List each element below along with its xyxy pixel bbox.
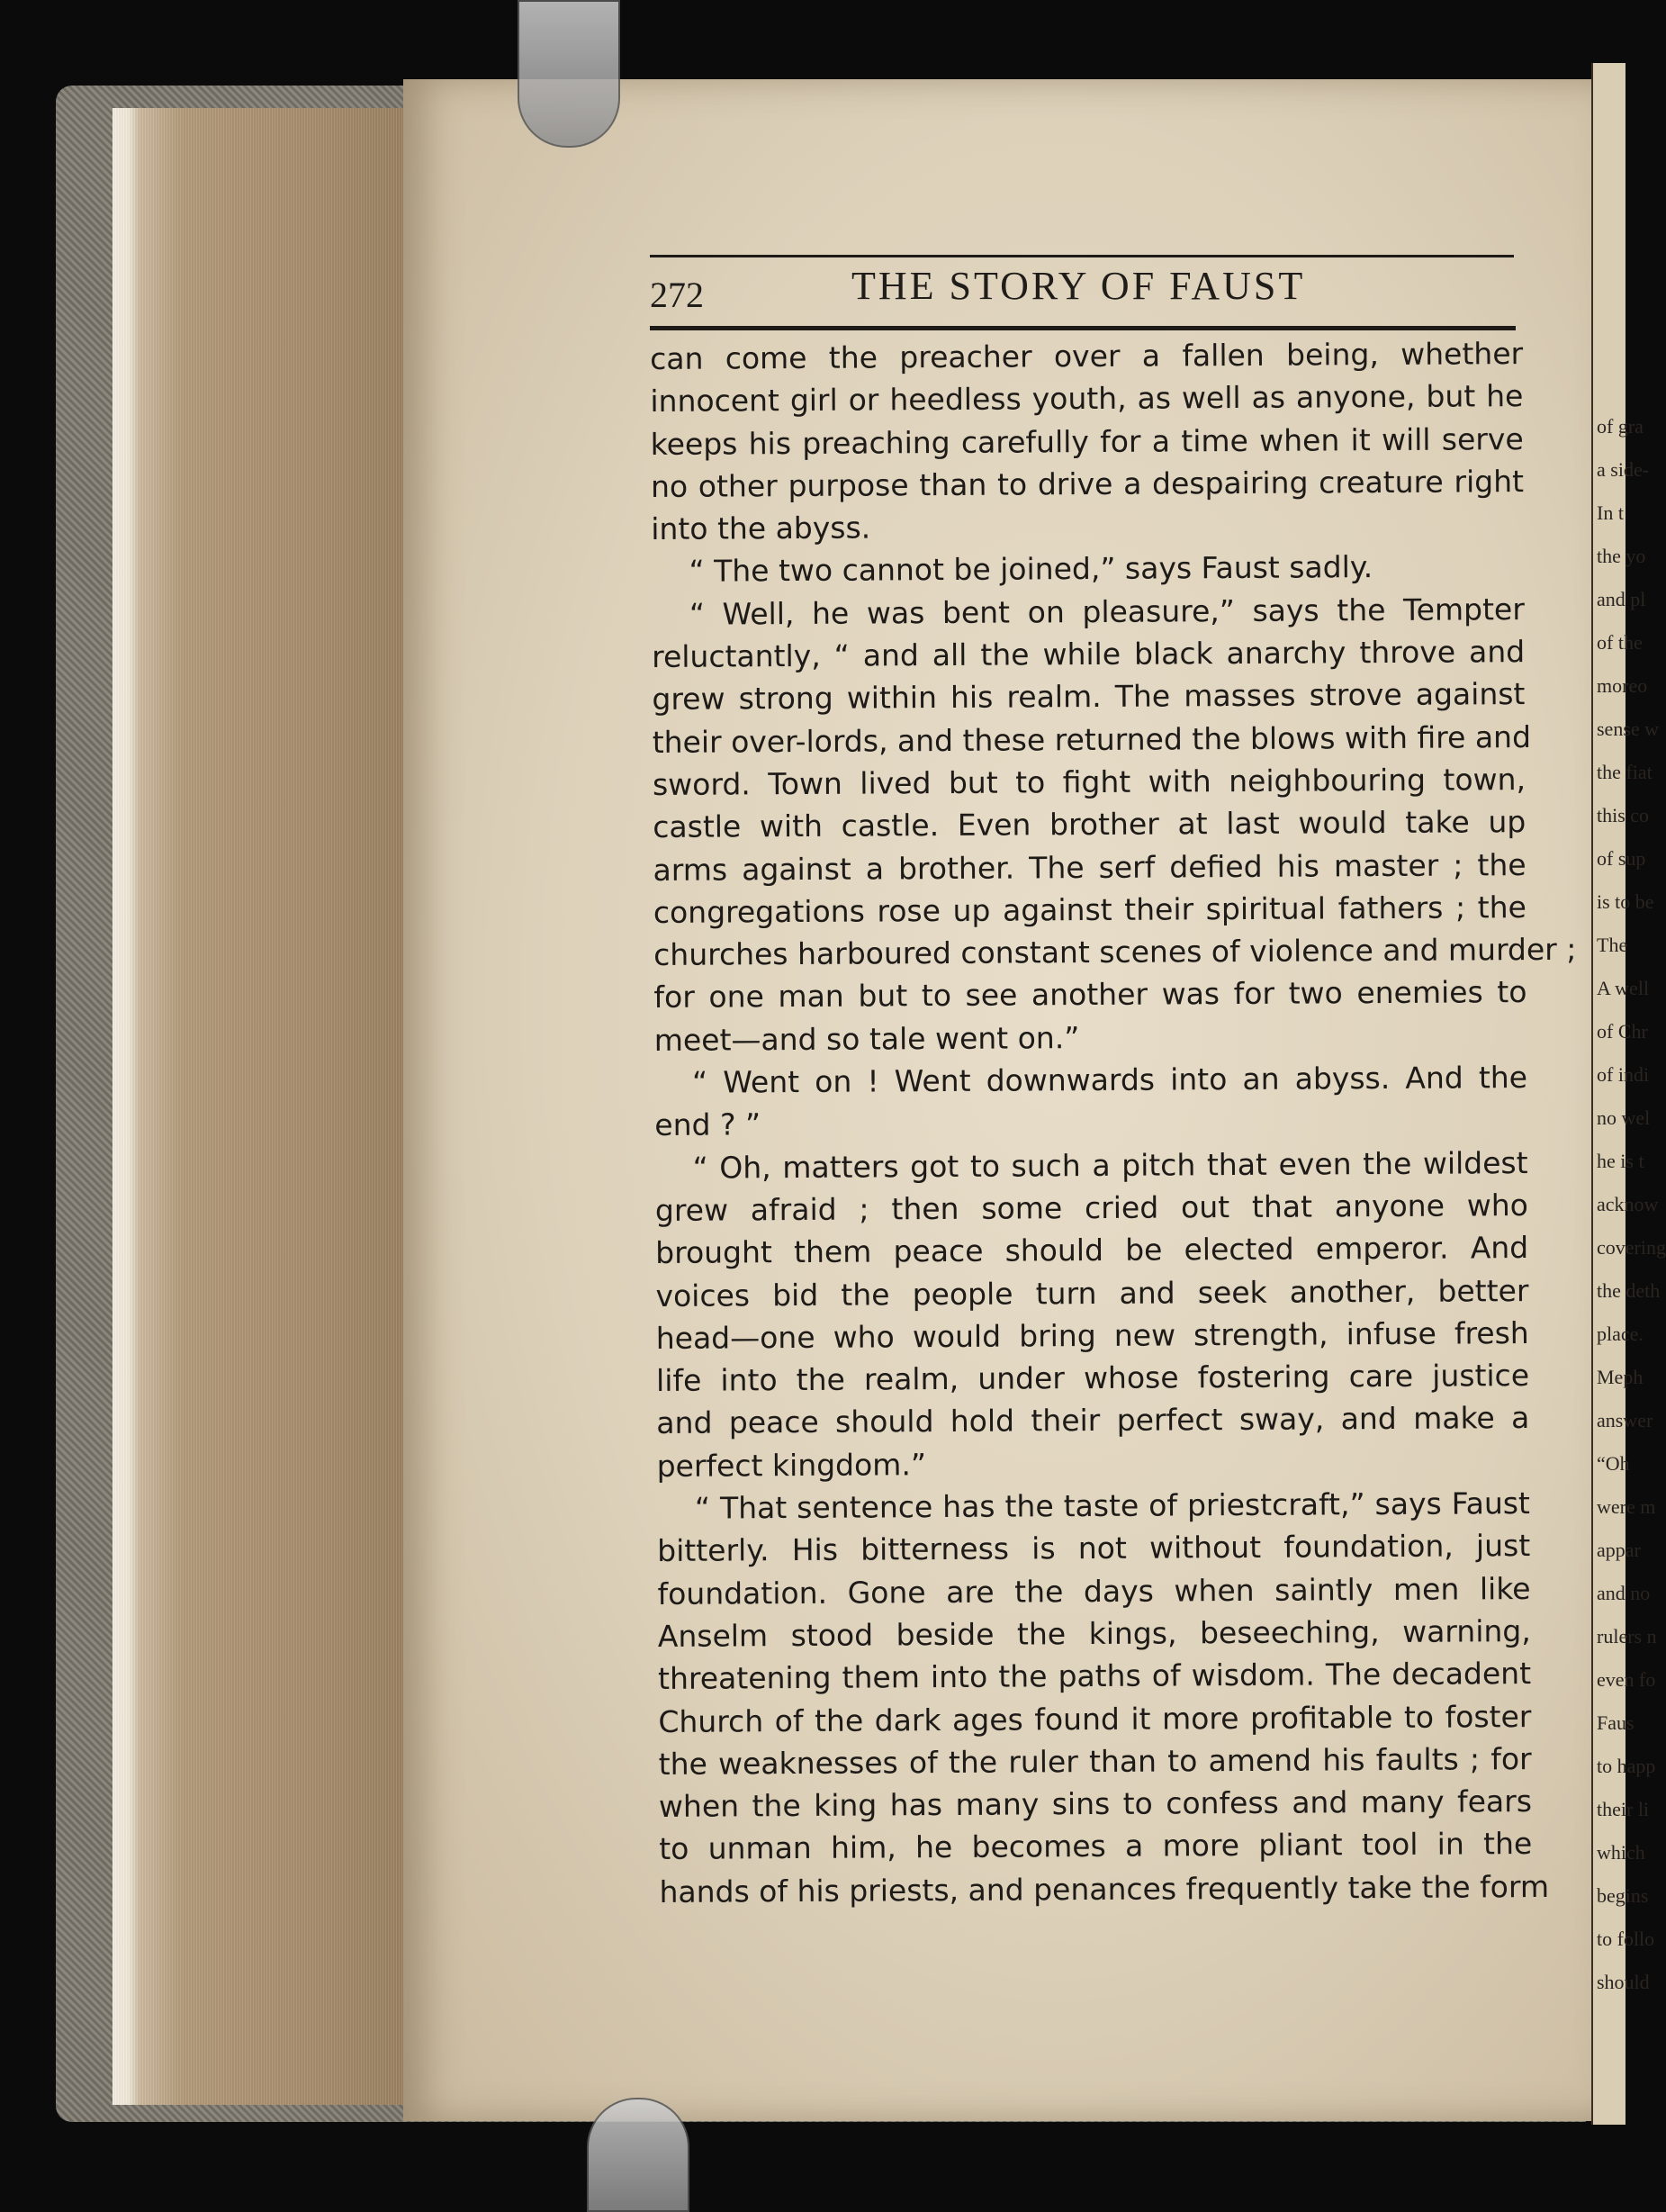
text-line: churches harboured constant scenes of violence and murder ;	[653, 931, 1577, 973]
text-line: into the abyss.	[651, 510, 871, 547]
text-line: life into the realm, under whose fostering care justice	[655, 1358, 1530, 1399]
facing-page-fragment: the yo	[1597, 545, 1646, 567]
facing-page-fragment: Meph	[1597, 1366, 1643, 1388]
text-line: and peace should hold their perfect sway, and make a	[656, 1400, 1530, 1441]
text-line: hands of his priests, and penances frequently take the form	[659, 1868, 1550, 1910]
text-line: arms against a brother. The serf defied his master ; the	[653, 846, 1526, 888]
facing-page-fragment: no wel	[1597, 1106, 1651, 1129]
text-line: Anselm stood beside the kings, beseeching, warning,	[657, 1612, 1531, 1654]
facing-page-fragment: were m	[1597, 1495, 1656, 1518]
text-line: can come the preacher over a fallen being, whether	[650, 336, 1524, 376]
facing-page-fragment: A well	[1597, 977, 1650, 999]
facing-page-fragment: rulers n	[1597, 1625, 1657, 1648]
facing-page-fragment: this co	[1597, 804, 1650, 826]
text-line: perfect kingdom.”	[656, 1446, 927, 1484]
text-line: the weaknesses of the ruler than to amend his faults ; for	[658, 1740, 1532, 1782]
text-line: head—one who would bring new strength, infuse fresh	[655, 1314, 1529, 1356]
text-line: brought them peace should be elected emperor. And	[655, 1230, 1529, 1271]
text-line: innocent girl or heedless youth, as well as anyone, but he	[650, 378, 1524, 420]
facing-page-fragment: “Oh	[1597, 1452, 1630, 1475]
text-line: end ? ”	[654, 1106, 761, 1143]
text-line: their over-lords, and these returned the blows with fire and	[652, 718, 1532, 760]
text-line: meet—and so tale went on.”	[653, 1019, 1080, 1058]
page-number: 272	[650, 275, 704, 315]
facing-page-fragment: of sup	[1597, 847, 1646, 870]
text-line: grew strong within his realm. The masses strove against	[652, 676, 1526, 718]
text-line: congregations rose up against their spiritual fathers ; the	[653, 889, 1527, 930]
facing-page-fragment: should	[1597, 1971, 1650, 1993]
facing-page-fragment: of gra	[1597, 415, 1643, 438]
page-edges	[113, 108, 410, 2105]
text-line: threatening them into the paths of wisdom. The decadent	[657, 1656, 1532, 1697]
facing-page-fragment: moreo	[1597, 674, 1648, 697]
text-line: when the king has many sins to confess and many fears	[658, 1783, 1533, 1825]
text-line: to unman him, he becomes a more pliant tool in the	[659, 1826, 1533, 1867]
facing-page-fragment: their li	[1597, 1798, 1650, 1820]
header-rule-bottom	[650, 326, 1516, 330]
facing-page-fragment: appar	[1597, 1539, 1641, 1561]
text-line: voices bid the people turn and seek another, better	[655, 1272, 1529, 1314]
facing-page-fragment: he is t	[1597, 1150, 1644, 1172]
text-line: keeps his preaching carefully for a time when it will serve	[650, 420, 1524, 462]
text-line: reluctantly, “ and all the while black anarchy throve and	[652, 634, 1526, 675]
facing-page-fragment: even fo	[1597, 1668, 1656, 1691]
facing-page-fragment: the fiat	[1597, 761, 1652, 783]
text-line: “ Oh, matters got to such a pitch that even the wildest	[692, 1144, 1528, 1186]
facing-page-fragment: to follo	[1597, 1928, 1655, 1950]
text-line: for one man but to see another was for two enemies to	[653, 974, 1527, 1016]
text-line: grew afraid ; then some cried out that anyone who	[654, 1187, 1529, 1228]
text-line: “ Went on ! Went downwards into an abyss. And the	[691, 1060, 1528, 1100]
facing-page-fragment: The	[1597, 934, 1628, 956]
header-rule-top	[650, 255, 1514, 257]
text-line: castle with castle. Even brother at last would take up	[653, 804, 1526, 845]
text-line: “ Well, he was bent on pleasure,” says the Tempter	[689, 591, 1525, 632]
page-clip-bottom	[587, 2098, 689, 2212]
facing-page-edge	[1591, 63, 1666, 2125]
facing-page-fragment: to happ	[1597, 1755, 1656, 1777]
facing-page-fragment: a side-	[1597, 458, 1650, 481]
facing-page-fragment: sense w	[1597, 718, 1660, 740]
text-line: “ That sentence has the taste of priestcraft,” says Faust	[694, 1485, 1531, 1526]
facing-page-fragment: acknow	[1597, 1193, 1659, 1215]
facing-page-fragment: of the	[1597, 631, 1643, 654]
facing-page-fragment: which	[1597, 1841, 1645, 1864]
running-head	[648, 263, 1514, 322]
text-line: foundation. Gone are the days when saintly men like	[657, 1570, 1531, 1612]
facing-page-fragment: Faus	[1597, 1711, 1634, 1734]
facing-page-fragment: covering	[1597, 1236, 1666, 1259]
facing-page-fragment: of indi	[1597, 1063, 1650, 1086]
facing-page-fragment: of Chr	[1597, 1020, 1648, 1043]
running-title: THE STORY OF FAUST	[851, 264, 1306, 308]
facing-page-fragment: and no	[1597, 1582, 1651, 1604]
facing-page-fragment: begins	[1597, 1884, 1649, 1907]
facing-page-fragment: the deth	[1597, 1279, 1661, 1302]
text-line: “ The two cannot be joined,” says Faust sadly.	[689, 549, 1373, 590]
text-line: sword. Town lived but to fight with neighbouring town,	[652, 762, 1526, 802]
facing-page-fragment: In t	[1597, 501, 1624, 524]
facing-page-fragment: place.	[1597, 1323, 1643, 1345]
facing-page-fragments	[1597, 405, 1666, 2004]
text-line: no other purpose than to drive a despairing creature right	[650, 463, 1525, 504]
text-line: bitterly. His bitterness is not without foundation, just	[657, 1528, 1531, 1569]
facing-page-fragment: answer	[1597, 1409, 1653, 1431]
facing-page-fragment: is to be	[1597, 890, 1654, 913]
body-text	[650, 332, 1577, 1913]
page-clip-top	[518, 0, 620, 148]
facing-page-fragment: and pl	[1597, 588, 1646, 610]
text-line: Church of the dark ages found it more profitable to foster	[658, 1698, 1532, 1739]
